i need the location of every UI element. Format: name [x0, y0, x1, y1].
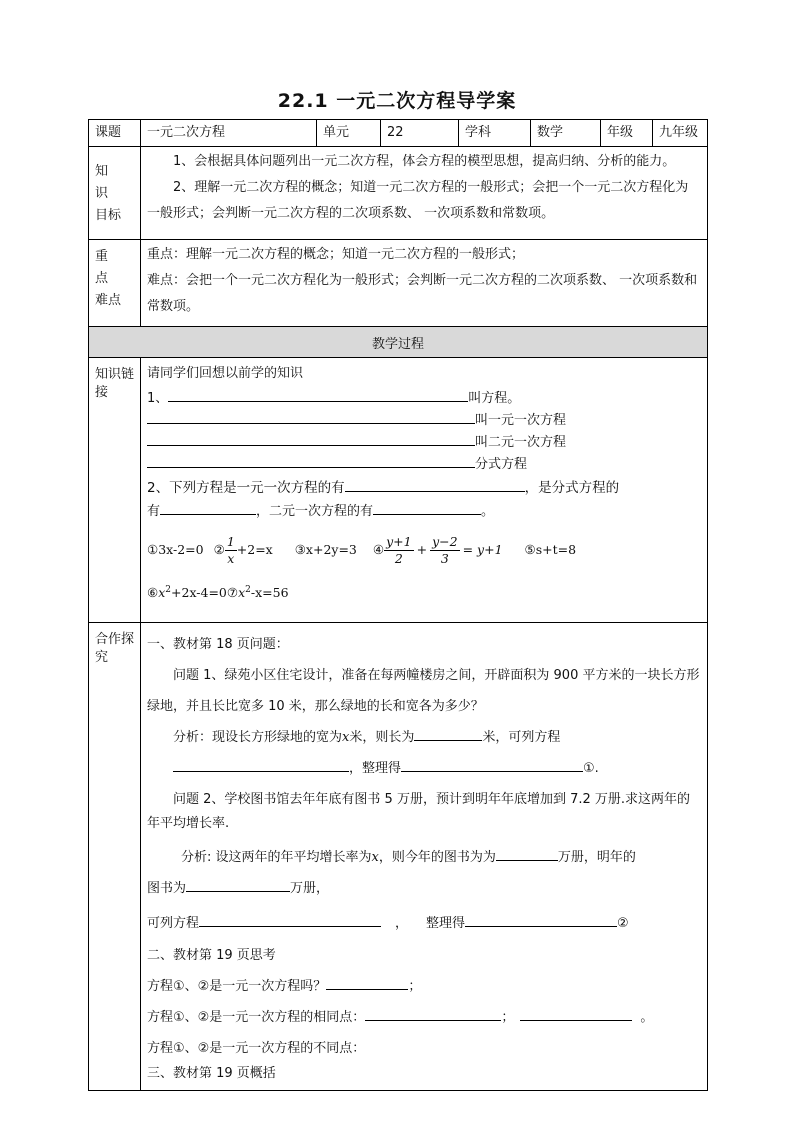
- process-header: 教学过程: [371, 336, 424, 352]
- eq6-rest: +2x-4=0⑦: [171, 585, 239, 601]
- eq6-exp: 2: [165, 585, 172, 595]
- eq4-num-1: y+1: [386, 533, 412, 549]
- a1-blank-equation[interactable]: [173, 757, 349, 772]
- equation-2-suffix: +2=x: [236, 542, 273, 557]
- a1-blank-simplified[interactable]: [401, 757, 583, 772]
- key-point: 重点：理解一元二次方程的概念；知道一元二次方程的一般形式；: [147, 247, 525, 262]
- a2-blank-next-year[interactable]: [186, 877, 290, 892]
- q1-text-d: 分式方程: [475, 457, 528, 472]
- objectives-label-b: 目标: [95, 208, 122, 223]
- t2-blank-b[interactable]: [520, 1006, 632, 1021]
- a1-text-a: 分析：现设长方形绿地的宽为: [173, 730, 343, 745]
- eq6-base: x: [158, 585, 166, 601]
- objectives-row: [89, 147, 708, 240]
- q2-text-b: ，是分式方程的: [524, 480, 620, 496]
- q1-blank-c[interactable]: [147, 431, 475, 446]
- equation-3: ③x+2y=3: [294, 542, 357, 557]
- explore-label: 合作探究: [95, 632, 135, 665]
- q1-text-b: 叫一元一次方程: [475, 413, 567, 428]
- explore-row: [89, 623, 708, 1091]
- q1-text-c: 叫二元一次方程: [475, 435, 567, 450]
- header-row: [89, 120, 708, 147]
- equation-2-prefix: ②: [213, 542, 225, 557]
- q1-blank-b[interactable]: [147, 409, 475, 424]
- difficult-point: 难点：会把一个一元二次方程化为一般形式；会判断一元二次方程的二次项系数、 一次项系数和常数项。: [147, 273, 698, 314]
- equation-list: [147, 528, 701, 572]
- eq4-rhs: = y+1: [462, 542, 503, 557]
- unit-value: 22: [387, 125, 404, 140]
- page-title: 22.1 一元二次方程导学案: [277, 90, 517, 112]
- grade-label: 年级: [607, 125, 634, 140]
- eq4-plus: +: [416, 542, 428, 557]
- t2-text-c: 。: [640, 1010, 654, 1025]
- t1-text-b: ；: [408, 979, 422, 994]
- eq4-fraction-1: [384, 534, 414, 567]
- q1-blank-d[interactable]: [147, 453, 475, 468]
- q2-text-c: 有: [147, 504, 161, 519]
- q2-text-a: 2、下列方程是一元一次方程的有: [147, 480, 345, 496]
- q2-text-d: ，二元一次方程的有: [256, 504, 374, 519]
- t1-blank[interactable]: [326, 975, 408, 990]
- a1-var: x: [342, 730, 350, 745]
- a2-text-h: 整理得: [426, 916, 466, 931]
- q2-text-e: 。: [481, 504, 495, 519]
- t2-text-b: ；: [501, 1010, 515, 1025]
- link-intro: 请同学们回想以前学的知识: [147, 366, 304, 381]
- problem-1: 问题 1、绿苑小区住宅设计，准备在每两幢楼房之间，开辟面积为 900 平方米的一块长方形绿地，并且长比宽多 10 米，那么绿地的长和宽各为多少？: [147, 668, 700, 714]
- section-1: 一、教材第 18 页问题：: [147, 637, 289, 652]
- q1-prefix: 1、: [147, 391, 169, 406]
- eq4-fraction-2: [430, 534, 460, 567]
- keypoints-row: [89, 240, 708, 327]
- eq7-rest: -x=56: [250, 585, 289, 601]
- equation-5: ⑤s+t=8: [524, 542, 577, 557]
- topic-value: 一元二次方程: [147, 125, 226, 140]
- grade-value: 九年级: [659, 125, 699, 140]
- a1-text-b: 米，则长为: [349, 730, 415, 745]
- keypoints-label-b: 难点: [95, 293, 122, 308]
- a2-var: x: [371, 850, 379, 865]
- section-3: 三、教材第 19 页概括: [147, 1066, 276, 1081]
- equation-2-fraction: [225, 534, 237, 567]
- eq4-num-2: y−2: [432, 533, 458, 549]
- a1-text-c: 米，可列方程: [482, 730, 561, 745]
- a2-blank-this-year[interactable]: [496, 846, 558, 861]
- eq7-exp: 2: [245, 585, 251, 595]
- eq2-numerator: 1: [226, 533, 235, 549]
- topic-label: 课题: [95, 125, 122, 140]
- t2-blank-a[interactable]: [365, 1006, 501, 1021]
- t3-text: 方程①、②是一元一次方程的不同点：: [147, 1041, 366, 1056]
- a2-text-g: ，: [395, 916, 409, 931]
- a1-blank-length[interactable]: [414, 726, 482, 741]
- a2-text-b: ，则今年的图书为为: [378, 850, 496, 865]
- unit-label: 单元: [323, 125, 350, 140]
- a1-text-d: ，整理得: [349, 761, 402, 776]
- subject-value: 数学: [537, 125, 564, 140]
- a2-text-f: 可列方程: [147, 916, 200, 931]
- eq2-denominator: x: [227, 550, 235, 566]
- objective-2: 2、理解一元二次方程的概念；知道一元二次方程的一般形式；会把一个一元二次方程化为一般形式；会判断一元二次方程的二次项系数、 一次项系数和常数项。: [147, 180, 689, 221]
- objective-1: 1、会根据具体问题列出一元二次方程，体会方程的模型思想，提高归纳、分析的能力。: [173, 154, 676, 169]
- subject-label: 学科: [465, 125, 492, 140]
- a1-text-e: ①.: [583, 761, 599, 776]
- q2-blank-b[interactable]: [160, 500, 256, 515]
- keypoints-label-a: 重 点: [95, 249, 115, 286]
- a2-text-i: ②: [617, 916, 629, 931]
- equation-1: ①3x-2=0: [147, 542, 204, 557]
- equation-6-7: [147, 580, 701, 603]
- objectives-label-a: 知 识: [95, 164, 115, 201]
- q1-text-a: 叫方程。: [468, 391, 521, 406]
- a2-text-c: 万册，明年的: [557, 850, 636, 865]
- eq7-base: x: [238, 585, 246, 601]
- knowledge-link-label: 知识链接: [95, 367, 135, 400]
- eq4-den-2: 3: [440, 550, 449, 566]
- q2-blank-c[interactable]: [373, 500, 481, 515]
- q1-blank-a[interactable]: [168, 387, 468, 402]
- a2-text-e: 万册，: [290, 881, 330, 896]
- lesson-table: [88, 119, 708, 1091]
- process-header-row: [89, 327, 708, 358]
- a2-text-a: 分析: 设这两年的年平均增长率为: [181, 850, 372, 865]
- problem-2: 问题 2、学校图书馆去年年底有图书 5 万册，预计到明年年底增加到 7.2 万册.求这两年的年平均增长率.: [147, 792, 691, 831]
- knowledge-link-row: [89, 358, 708, 623]
- t1-text-a: 方程①、②是一元一次方程吗？: [147, 979, 327, 994]
- a2-blank-equation[interactable]: [199, 912, 381, 927]
- a2-blank-simplified[interactable]: [465, 912, 617, 927]
- equation-4-prefix: ④: [372, 542, 385, 557]
- a2-text-d: 图书为: [147, 881, 187, 896]
- q2-blank-a[interactable]: [345, 477, 525, 492]
- t2-text-a: 方程①、②是一元一次方程的相同点：: [147, 1010, 366, 1025]
- eq4-den-1: 2: [394, 550, 403, 566]
- section-2: 二、教材第 19 页思考: [147, 948, 276, 963]
- eq6-prefix: ⑥: [147, 585, 159, 601]
